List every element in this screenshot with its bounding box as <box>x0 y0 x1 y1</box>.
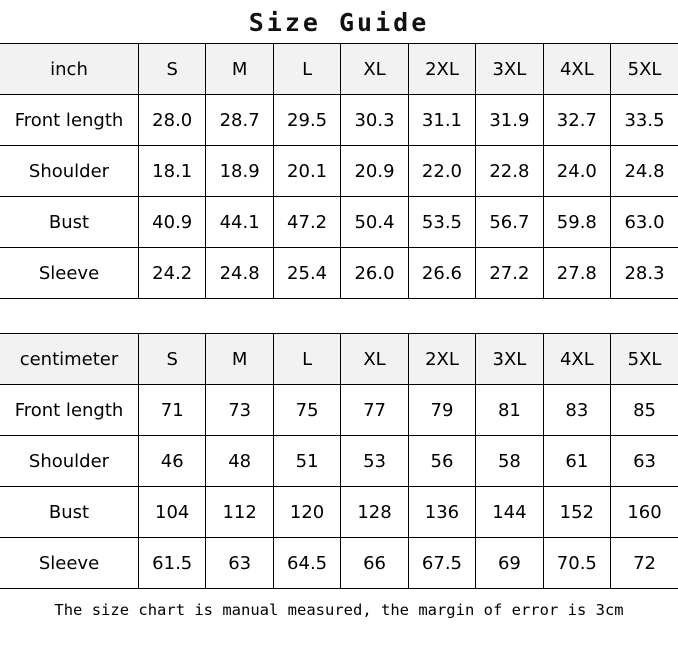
size-header-xl: XL <box>341 334 408 385</box>
table-row <box>0 248 678 299</box>
cell-value: 32.7 <box>543 95 610 146</box>
cell-value: 24.2 <box>139 248 206 299</box>
cell-value: 75 <box>273 385 340 436</box>
table-row <box>0 197 678 248</box>
table-row <box>0 146 678 197</box>
size-header-5xl: 5XL <box>611 334 678 385</box>
row-label-shoulder: Shoulder <box>0 146 139 197</box>
row-label-bust: Bust <box>0 197 139 248</box>
cell-value: 31.1 <box>408 95 475 146</box>
cell-value: 33.5 <box>611 95 678 146</box>
cell-value: 59.8 <box>543 197 610 248</box>
table-row <box>0 385 678 436</box>
cell-value: 28.7 <box>206 95 273 146</box>
table-spacer <box>0 299 678 333</box>
unit-label-inch: inch <box>0 44 139 95</box>
table-row <box>0 538 678 589</box>
cell-value: 71 <box>139 385 206 436</box>
cell-value: 26.6 <box>408 248 475 299</box>
cell-value: 28.3 <box>611 248 678 299</box>
cell-value: 24.8 <box>206 248 273 299</box>
size-header-4xl: 4XL <box>543 334 610 385</box>
table-row <box>0 95 678 146</box>
cell-value: 63.0 <box>611 197 678 248</box>
cell-value: 64.5 <box>273 538 340 589</box>
cell-value: 53 <box>341 436 408 487</box>
cell-value: 67.5 <box>408 538 475 589</box>
cell-value: 83 <box>543 385 610 436</box>
size-header-s: S <box>139 44 206 95</box>
size-header-l: L <box>273 44 340 95</box>
size-header-4xl: 4XL <box>543 44 610 95</box>
size-header-5xl: 5XL <box>611 44 678 95</box>
size-table-inch <box>0 43 678 299</box>
cell-value: 136 <box>408 487 475 538</box>
cell-value: 44.1 <box>206 197 273 248</box>
table-header-row <box>0 334 678 385</box>
cell-value: 20.1 <box>273 146 340 197</box>
row-label-front-length: Front length <box>0 95 139 146</box>
cell-value: 56 <box>408 436 475 487</box>
cell-value: 63 <box>611 436 678 487</box>
cell-value: 77 <box>341 385 408 436</box>
cell-value: 24.8 <box>611 146 678 197</box>
page-title: Size Guide <box>248 8 430 37</box>
cell-value: 85 <box>611 385 678 436</box>
row-label-front-length: Front length <box>0 385 139 436</box>
cell-value: 66 <box>341 538 408 589</box>
size-header-m: M <box>206 44 273 95</box>
cell-value: 58 <box>476 436 543 487</box>
cell-value: 27.2 <box>476 248 543 299</box>
cell-value: 61 <box>543 436 610 487</box>
row-label-shoulder: Shoulder <box>0 436 139 487</box>
cell-value: 69 <box>476 538 543 589</box>
cell-value: 47.2 <box>273 197 340 248</box>
cell-value: 128 <box>341 487 408 538</box>
size-header-2xl: 2XL <box>408 334 475 385</box>
row-label-bust: Bust <box>0 487 139 538</box>
size-header-xl: XL <box>341 44 408 95</box>
cell-value: 22.0 <box>408 146 475 197</box>
size-header-l: L <box>273 334 340 385</box>
size-header-2xl: 2XL <box>408 44 475 95</box>
cell-value: 152 <box>543 487 610 538</box>
row-label-sleeve: Sleeve <box>0 538 139 589</box>
unit-label-centimeter: centimeter <box>0 334 139 385</box>
size-header-s: S <box>139 334 206 385</box>
measurement-disclaimer: The size chart is manual measured, the margin of error is 3cm <box>54 601 624 619</box>
table-row <box>0 436 678 487</box>
cell-value: 48 <box>206 436 273 487</box>
cell-value: 20.9 <box>341 146 408 197</box>
cell-value: 61.5 <box>139 538 206 589</box>
cell-value: 70.5 <box>543 538 610 589</box>
cell-value: 40.9 <box>139 197 206 248</box>
cell-value: 56.7 <box>476 197 543 248</box>
cell-value: 104 <box>139 487 206 538</box>
size-header-3xl: 3XL <box>476 44 543 95</box>
cell-value: 81 <box>476 385 543 436</box>
cell-value: 18.1 <box>139 146 206 197</box>
cell-value: 29.5 <box>273 95 340 146</box>
row-label-sleeve: Sleeve <box>0 248 139 299</box>
cell-value: 112 <box>206 487 273 538</box>
cell-value: 26.0 <box>341 248 408 299</box>
cell-value: 51 <box>273 436 340 487</box>
cell-value: 28.0 <box>139 95 206 146</box>
cell-value: 63 <box>206 538 273 589</box>
cell-value: 50.4 <box>341 197 408 248</box>
cell-value: 120 <box>273 487 340 538</box>
cell-value: 30.3 <box>341 95 408 146</box>
cell-value: 53.5 <box>408 197 475 248</box>
cell-value: 144 <box>476 487 543 538</box>
table-header-row <box>0 44 678 95</box>
cell-value: 31.9 <box>476 95 543 146</box>
cell-value: 160 <box>611 487 678 538</box>
cell-value: 73 <box>206 385 273 436</box>
cell-value: 18.9 <box>206 146 273 197</box>
cell-value: 22.8 <box>476 146 543 197</box>
cell-value: 79 <box>408 385 475 436</box>
cell-value: 24.0 <box>543 146 610 197</box>
size-header-m: M <box>206 334 273 385</box>
cell-value: 25.4 <box>273 248 340 299</box>
cell-value: 72 <box>611 538 678 589</box>
cell-value: 46 <box>139 436 206 487</box>
cell-value: 27.8 <box>543 248 610 299</box>
size-table-centimeter <box>0 333 678 589</box>
table-row <box>0 487 678 538</box>
size-header-3xl: 3XL <box>476 334 543 385</box>
